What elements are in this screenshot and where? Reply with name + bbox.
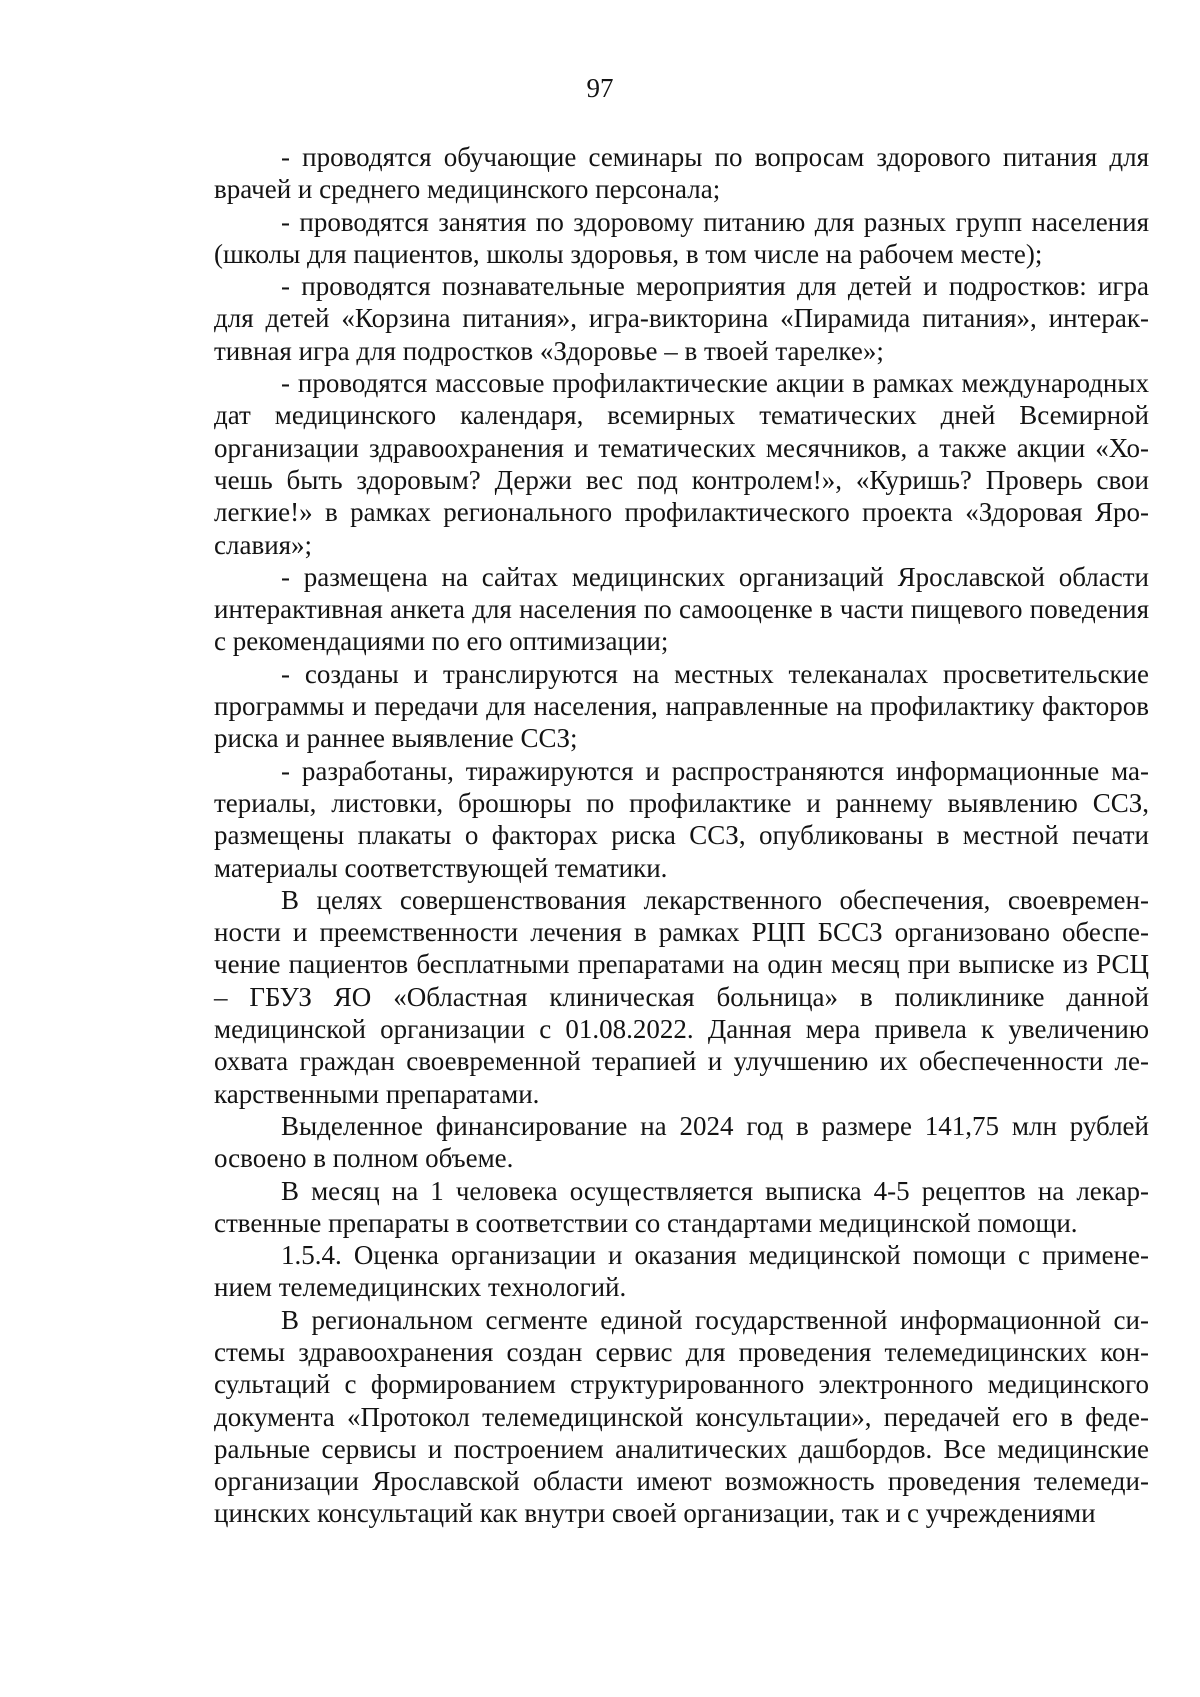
paragraph-mass-campaigns: - проводятся массовые профилактические акции в рамках международных дат медицинского календаря, всемирных тематических дней Всемирной организации здравоохранения и тематических месячников, а также акции «Хочешь быть здоровым? Держи вес под контролем!», «Куришь? Проверь свои легкие!» в рамках регионального профилактического проекта «Здоровая Ярославия»; (214, 368, 1149, 560)
paragraph-drug-supply: В целях совершенствования лекарственного обеспечения, своевременности и преемственности лечения в рамках РЦП БССЗ организовано обеспечение пациентов бесплатными препаратами на один месяц при выписке из РСЦ – ГБУЗ ЯО «Областная клиническая больница» в поликлинике данной медицинской организации с 01.08.2022. Данная мера привела к увеличению охвата граждан своевременной терапией и улучшению их обеспеченности лекарственными препаратами. (214, 884, 1149, 1109)
paragraph-online-survey: - размещена на сайтах медицинских организаций Ярославской области интерактивная анкета для населения по самооценке в части пищевого поведения с рекомендациями по его оптимизации; (214, 561, 1149, 657)
paragraph-funding: Выделенное финансирование на 2024 год в размере 141,75 млн рублей освоено в полном объеме. (214, 1110, 1149, 1174)
paragraph-prescriptions: В месяц на 1 человека осуществляется выписка 4-5 рецептов на лекарственные препараты в соответствии со стандартами медицинской помощи. (214, 1175, 1149, 1238)
paragraph-info-materials: - разработаны, тиражируются и распространяются информационные материалы, листовки, брошюры по профилактике и раннему выявлению ССЗ, размещены плакаты о факторах риска ССЗ, опубликованы в местной печати материалы соответствующей тематики. (214, 755, 1149, 883)
section-heading-telemedicine: 1.5.4. Оценка организации и оказания медицинской помощи с применением телемедицинских технологий. (214, 1240, 1149, 1303)
paragraph-tv-programs: - созданы и транслируются на местных телеканалах просветительские программы и передачи для населения, направленные на профилактику факторов риска и раннее выявление ССЗ; (214, 658, 1149, 754)
paragraph-nutrition-classes: - проводятся занятия по здоровому питанию для разных групп населения (школы для пациентов, школы здоровья, в том числе на рабочем месте); (214, 206, 1149, 269)
document-body (214, 141, 1149, 1530)
paragraph-telemedicine-service: В региональном сегменте единой государственной информационной системы здравоохранения создан сервис для проведения телемедицинских консультаций с формированием структурированного электронного медицинского документа «Протокол телемедицинской консультации», передачей его в федеральные сервисы и построением аналитических дашбордов. Все медицинские организации Ярославской области имеют возможность проведения телемедицинских консультаций как внутри своей организации, так и с учреждениями (214, 1304, 1149, 1529)
page-number: 97 (586, 73, 614, 103)
paragraph-children-events: - проводятся познавательные мероприятия для детей и подростков: игра для детей «Корзина питания», игра-викторина «Пирамида питания», интерактивная игра для подростков «Здоровье – в твоей тарелке»; (214, 271, 1149, 366)
paragraph-seminars: - проводятся обучающие семинары по вопросам здорового питания для врачей и среднего медицинского персонала; (214, 142, 1149, 205)
